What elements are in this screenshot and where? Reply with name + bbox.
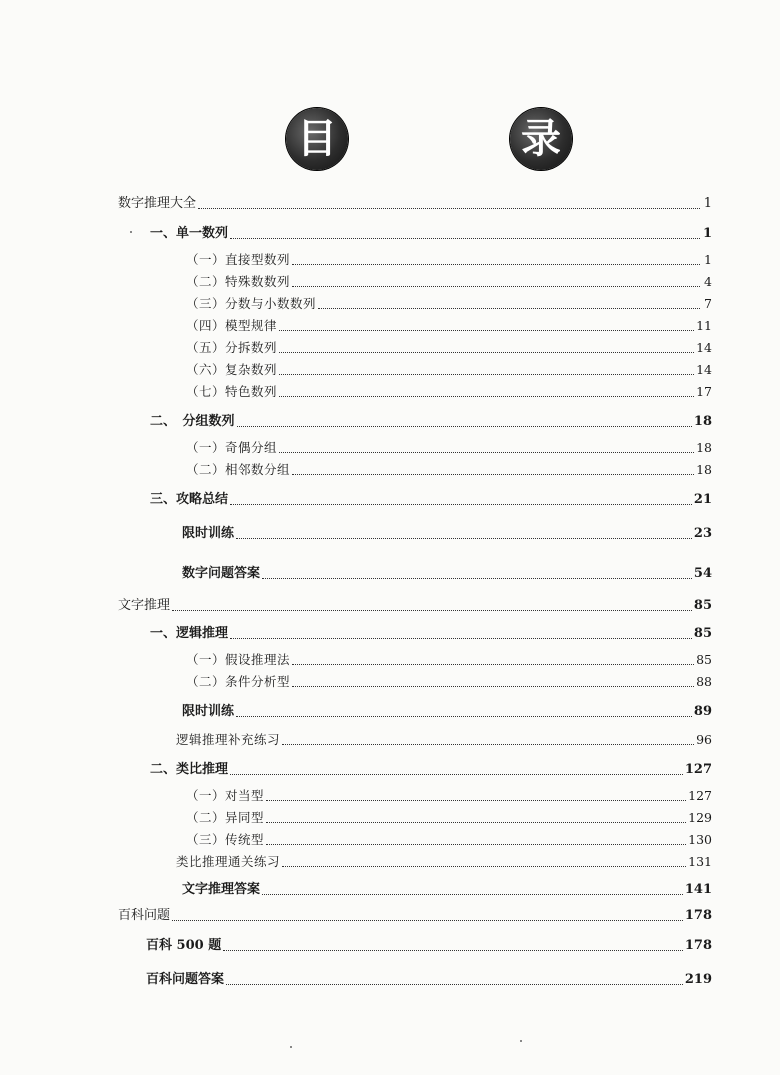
toc-leader [292, 685, 694, 687]
toc-entry-shuzi-wenti-daan[interactable] [182, 566, 712, 582]
title-char-left: 目 [286, 108, 348, 170]
toc-entry-label: 类比推理通关练习 [176, 854, 281, 869]
toc-entry-label: （一）对当型 [186, 788, 265, 803]
toc-entry-page: 4 [704, 274, 712, 289]
toc-entry-page: 89 [693, 704, 712, 719]
toc-leader [266, 843, 686, 845]
toc-entry-page: 11 [696, 318, 712, 333]
toc-entry-label: （五）分拆数列 [186, 340, 278, 355]
toc-entry-label: （一）假设推理法 [186, 652, 291, 667]
toc-leader [279, 451, 694, 453]
toc-entry-fuza-shulie[interactable] [186, 362, 712, 378]
toc-entry-label: 百科问题答案 [146, 972, 225, 987]
toc-entry-page: 17 [696, 384, 712, 399]
toc-entry-page: 85 [696, 652, 712, 667]
toc-entry-xianglin-shu[interactable] [186, 462, 712, 478]
toc-entry-fenzu-shulie[interactable] [150, 414, 712, 430]
toc-leader [266, 821, 686, 823]
toc-leader [282, 865, 686, 867]
toc-entry-page: 18 [693, 414, 712, 429]
toc-entry-shuzi-tuili-daquan[interactable] [118, 196, 712, 212]
toc-entry-gonglue-zongjie[interactable] [150, 492, 712, 508]
scan-speck [290, 1046, 292, 1048]
toc-entry-teshu-shu[interactable] [186, 274, 712, 290]
toc-entry-baike-wenti[interactable] [118, 908, 712, 924]
toc-leader [292, 285, 700, 287]
toc-entry-page: 85 [693, 626, 712, 641]
toc-entry-label: 限时训练 [182, 704, 235, 719]
toc-leader [279, 395, 694, 397]
toc-entry-wenzi-tuili-daan[interactable] [182, 882, 712, 898]
toc-leader [282, 743, 694, 745]
toc-leader [236, 537, 692, 539]
toc-entry-page: 219 [684, 972, 712, 987]
toc-entry-page: 18 [696, 462, 712, 477]
toc-leader [198, 207, 700, 209]
toc-entry-leibi-tongguan[interactable] [176, 854, 712, 870]
toc-entry-danyi-shulie[interactable] [150, 226, 712, 242]
toc-entry-page: 178 [684, 938, 712, 953]
toc-leader [279, 373, 694, 375]
toc-entry-page: 127 [688, 788, 712, 803]
toc-entry-zhijie-xing[interactable] [186, 252, 712, 268]
toc-leader [230, 237, 700, 239]
toc-entry-page: 54 [693, 566, 712, 581]
toc-entry-label: 百科问题 [118, 908, 171, 923]
toc-entry-baike-wenti-daan[interactable] [146, 972, 712, 988]
toc-entry-label: 文字推理答案 [182, 882, 261, 897]
toc-entry-page: 129 [688, 810, 712, 825]
toc-leader [223, 949, 683, 951]
toc-leader [230, 773, 683, 775]
toc-entry-label: 一、单一数列 [150, 226, 229, 241]
toc-entry-page: 178 [684, 908, 712, 923]
toc-entry-page: 21 [693, 492, 712, 507]
toc-entry-label: （三）分数与小数数列 [186, 296, 317, 311]
toc-entry-label: 逻辑推理补充练习 [176, 732, 281, 747]
toc-entry-luoji-buchong[interactable] [176, 732, 712, 748]
toc-entry-duidang-xing[interactable] [186, 788, 712, 804]
toc-entry-label: （二）条件分析型 [186, 674, 291, 689]
toc-leader [226, 983, 683, 985]
toc-entry-chuantong-xing[interactable] [186, 832, 712, 848]
toc-entry-label: 二、类比推理 [150, 762, 229, 777]
toc-entry-page: 141 [684, 882, 712, 897]
toc-entry-label: （四）模型规律 [186, 318, 278, 333]
toc-leader [236, 715, 692, 717]
toc-leader [318, 307, 700, 309]
toc-entry-leibi-tuili[interactable] [150, 762, 712, 778]
toc-entry-page: 131 [688, 854, 712, 869]
toc-leader [262, 893, 683, 895]
toc-entry-label: 二、 分组数列 [150, 414, 235, 429]
toc-entry-label: 数字推理大全 [118, 196, 197, 211]
toc-entry-label: （二）相邻数分组 [186, 462, 291, 477]
toc-leader [292, 663, 694, 665]
toc-leader [279, 351, 694, 353]
toc-entry-label: （七）特色数列 [186, 384, 278, 399]
toc-leader [279, 329, 694, 331]
toc-entry-xianshi-xunlian-2[interactable] [182, 704, 712, 720]
toc-leader [262, 577, 692, 579]
toc-leader [230, 503, 692, 505]
toc-entry-yitong-xing[interactable] [186, 810, 712, 826]
toc-entry-page: 23 [693, 526, 712, 541]
toc-leader [292, 473, 694, 475]
toc-leader [266, 799, 686, 801]
toc-entry-baike-500[interactable] [146, 938, 712, 954]
toc-entry-page: 14 [696, 340, 712, 355]
toc-entry-label: （一）奇偶分组 [186, 440, 278, 455]
toc-entry-jiou-fenzu[interactable] [186, 440, 712, 456]
toc-leader [172, 919, 683, 921]
toc-entry-luoji-tuili[interactable] [150, 626, 712, 642]
toc-entry-label: （二）异同型 [186, 810, 265, 825]
scan-speck [130, 231, 132, 233]
toc-entry-label: 文字推理 [118, 598, 171, 613]
toc-entry-label: 一、逻辑推理 [150, 626, 229, 641]
toc-entry-page: 1 [702, 226, 712, 241]
toc-leader [292, 263, 700, 265]
toc-entry-page: 1 [703, 196, 712, 211]
toc-entry-page: 130 [688, 832, 712, 847]
toc-entry-xianshi-xunlian-1[interactable] [182, 526, 712, 542]
toc-entry-page: 14 [696, 362, 712, 377]
toc-leader [230, 637, 692, 639]
toc-leader [237, 425, 692, 427]
toc-entry-fenshu-xiaoshu[interactable] [186, 296, 712, 312]
toc-entry-tiaojian-fenxi[interactable] [186, 674, 712, 690]
toc-entry-label: （三）传统型 [186, 832, 265, 847]
toc-entry-label: 三、攻略总结 [150, 492, 229, 507]
toc-entry-page: 127 [684, 762, 712, 777]
toc-entry-jiashe-tuili[interactable] [186, 652, 712, 668]
toc-entry-label: 数字问题答案 [182, 566, 261, 581]
toc-entry-page: 1 [704, 252, 712, 267]
toc-entry-label: 限时训练 [182, 526, 235, 541]
toc-entry-label: （一）直接型数列 [186, 252, 291, 267]
toc-entry-page: 88 [696, 674, 712, 689]
toc-entry-page: 18 [696, 440, 712, 455]
toc-entry-fenchai-shulie[interactable] [186, 340, 712, 356]
toc-entry-label: （二）特殊数数列 [186, 274, 291, 289]
toc-entry-tese-shulie[interactable] [186, 384, 712, 400]
toc-entry-label: （六）复杂数列 [186, 362, 278, 377]
scan-speck [520, 1040, 522, 1042]
toc-entry-wenzi-tuili[interactable] [118, 598, 712, 614]
toc-entry-moxing-guilv[interactable] [186, 318, 712, 334]
toc-entry-label: 百科 500 题 [146, 938, 222, 953]
toc-entry-page: 96 [696, 732, 712, 747]
toc-entry-page: 7 [704, 296, 712, 311]
toc-leader [172, 609, 692, 611]
toc-entry-page: 85 [693, 598, 712, 613]
title-char-right: 录 [510, 108, 572, 170]
